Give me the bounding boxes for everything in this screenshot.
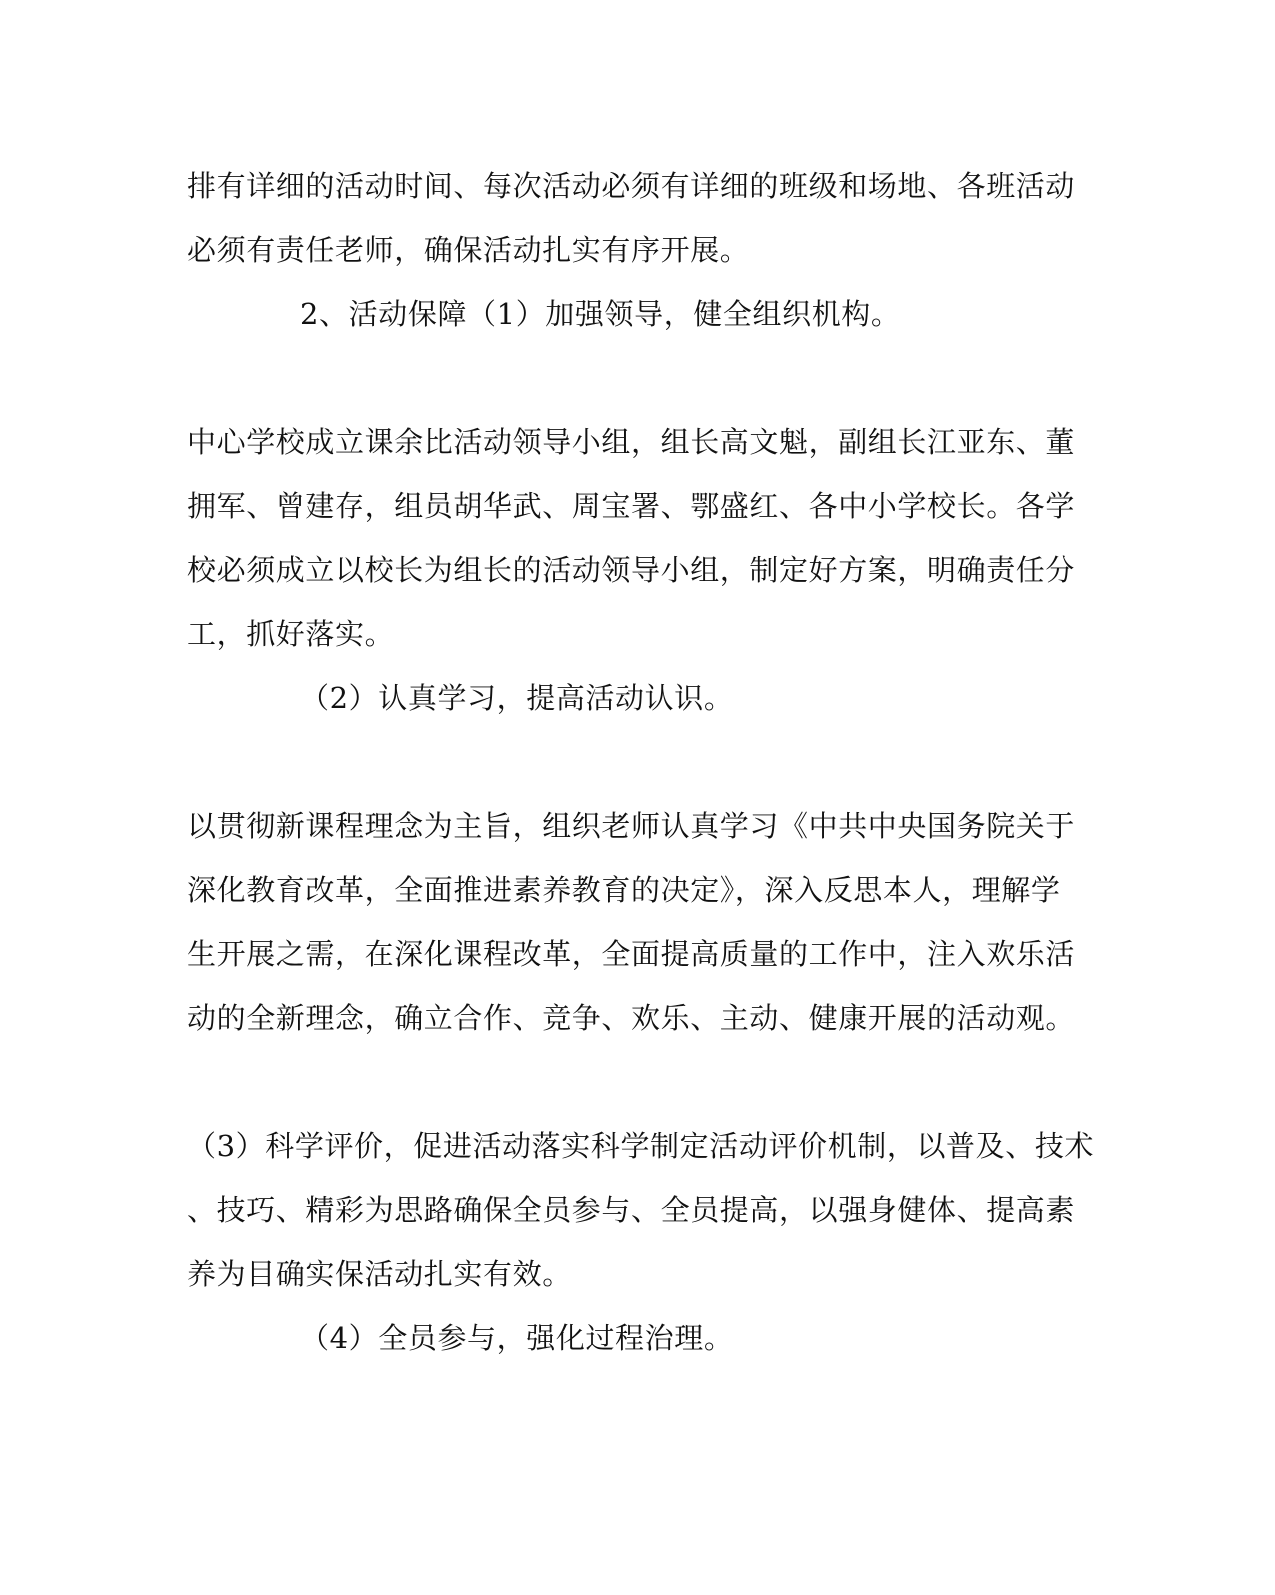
text-line: 动的全新理念，确立合作、竞争、欢乐、主动、健康开展的活动观。 — [187, 1001, 1076, 1035]
text-line: 工，抓好落实。 — [187, 617, 395, 651]
text-line: 、技巧、精彩为思路确保全员参与、全员提高，以强身健体、提高素 — [187, 1193, 1076, 1227]
text-line: 必须有责任老师，确保活动扎实有序开展。 — [187, 233, 750, 267]
text-line: （3）科学评价，促进活动落实科学制定活动评价机制，以普及、技术 — [187, 1129, 1095, 1163]
section-heading: （2）认真学习，提高活动认识。 — [300, 681, 734, 715]
text-line: 排有详细的活动时间、每次活动必须有详细的班级和场地、各班活动 — [187, 169, 1076, 203]
text-line: 深化教育改革，全面推进素养教育的决定》，深入反思本人，理解学 — [187, 873, 1061, 907]
section-heading: （4）全员参与，强化过程治理。 — [300, 1321, 734, 1355]
text-line: 中心学校成立课余比活动领导小组，组长高文魁，副组长江亚东、董 — [187, 425, 1076, 459]
text-line: 拥军、曾建存，组员胡华武、周宝署、鄂盛红、各中小学校长。各学 — [187, 489, 1076, 523]
text-line: 生开展之需，在深化课程改革，全面提高质量的工作中，注入欢乐活 — [187, 937, 1076, 971]
section-heading: 2、活动保障（1）加强领导，健全组织机构。 — [300, 297, 901, 331]
text-line: 养为目确实保活动扎实有效。 — [187, 1257, 572, 1291]
text-line: 校必须成立以校长为组长的活动领导小组，制定好方案，明确责任分 — [187, 553, 1076, 587]
text-line: 以贯彻新课程理念为主旨，组织老师认真学习《中共中央国务院关于 — [187, 809, 1076, 843]
